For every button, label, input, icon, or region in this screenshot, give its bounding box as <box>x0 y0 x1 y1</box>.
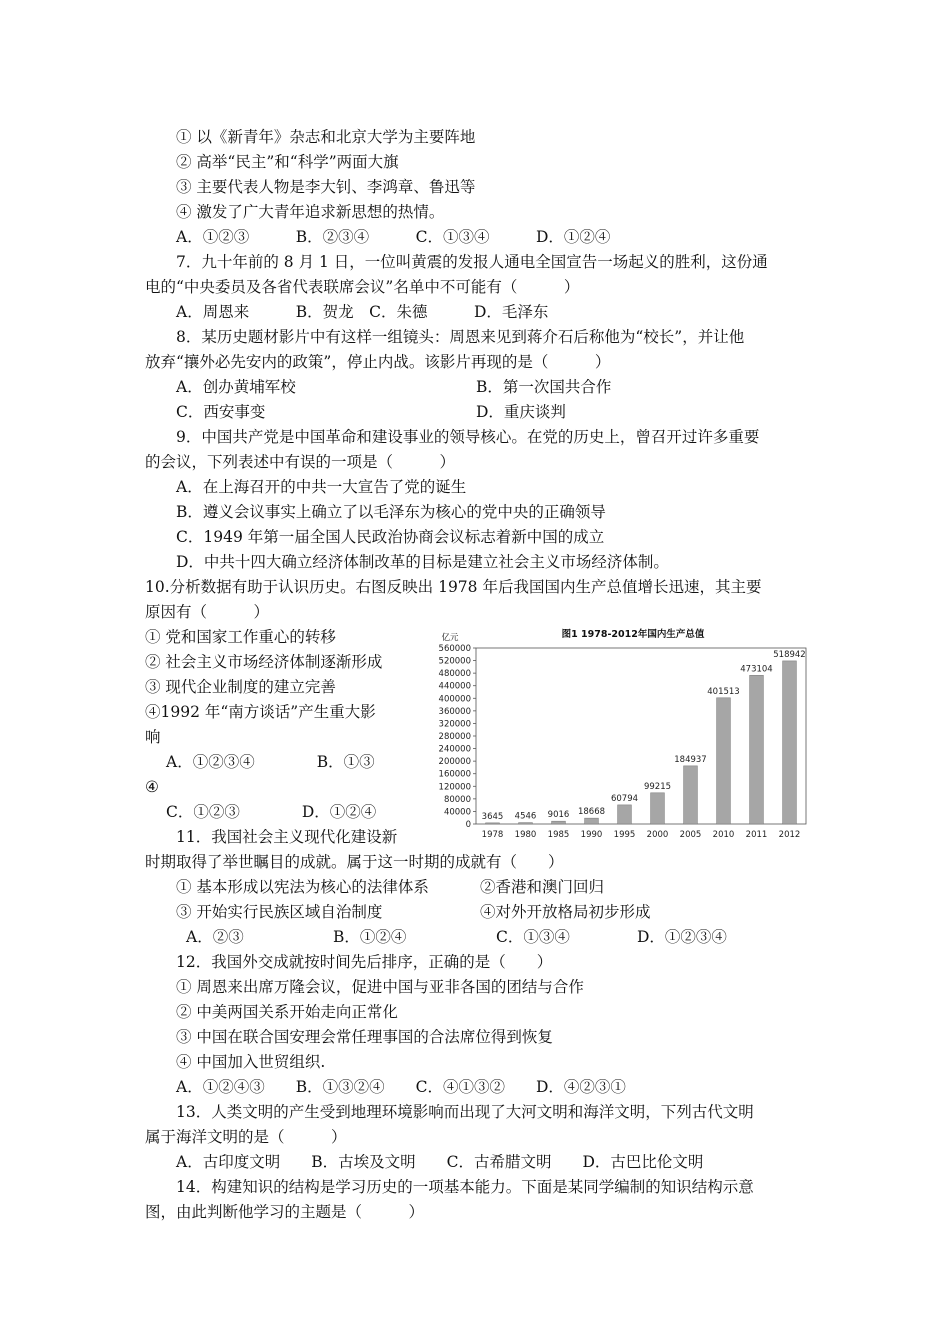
q11-option-1: ① 基本形成以宪法为核心的法律体系 <box>176 878 429 896</box>
q9-choice-d: D．中共十四大确立经济体制改革的目标是建立社会主义市场经济体制。 <box>176 553 669 571</box>
q11-choice-b: B．①②④ <box>333 928 407 946</box>
chart-plot-area <box>439 644 806 840</box>
q9-choice-b: B．遵义会议事实上确立了以毛泽东为核心的党中央的正确领导 <box>176 503 606 521</box>
q9-choice-a: A．在上海召开的中共一大宣告了党的诞生 <box>176 478 467 496</box>
x-tick-label: 1990 <box>580 830 603 840</box>
gdp-chart-svg <box>428 626 812 848</box>
chart-title: 图1 1978-2012年国内生产总值 <box>561 629 705 640</box>
q13-stem-line1: 13．人类文明的产生受到地理环境影响而出现了大河文明和海洋文明，下列古代文明 <box>176 1103 754 1121</box>
y-tick-label: 320000 <box>438 719 471 730</box>
q8-stem-line2: 放弃“攘外必先安内的政策”，停止内战。该影片再现的是（ ） <box>145 353 611 371</box>
x-tick-label: 2012 <box>778 830 801 840</box>
q12-option-3: ③ 中国在联合国安理会常任理事国的合法席位得到恢复 <box>176 1028 553 1046</box>
q14-stem-line1: 14．构建知识的结构是学习历史的一项基本能力。下面是某同学编制的知识结构示意 <box>176 1178 754 1196</box>
gdp-bar-chart <box>428 626 812 848</box>
x-tick-label: 1978 <box>481 830 504 840</box>
bar <box>618 805 632 824</box>
y-tick-label: 280000 <box>438 732 471 742</box>
q11-choice-c: C．①③④ <box>496 928 570 946</box>
q10-option-1: ① 党和国家工作重心的转移 <box>145 628 336 646</box>
q10-choices-ab-cont: ④ <box>145 778 159 796</box>
q12-option-1: ① 周恩来出席万隆会议，促进中国与亚非各国的团结与合作 <box>176 978 584 996</box>
q11-stem-line2: 时期取得了举世瞩目的成就。属于这一时期的成就有（ ） <box>145 853 564 871</box>
bar <box>783 661 797 824</box>
bar <box>684 766 698 824</box>
bar <box>717 698 731 824</box>
q7-stem-line1: 7．九十年前的 8 月 1 日，一位叫黄震的发报人通电全国宣告一场起义的胜利，这份通 <box>176 253 768 271</box>
bar <box>585 818 599 824</box>
y-tick-label: 160000 <box>438 769 471 780</box>
q11-option-2: ②香港和澳门回归 <box>480 878 605 896</box>
q12-option-4: ④ 中国加入世贸组织. <box>176 1053 326 1071</box>
bar-value-label: 473104 <box>740 664 773 675</box>
q14-stem-line2: 图，由此判断他学习的主题是（ ） <box>145 1203 425 1221</box>
bar <box>552 821 566 824</box>
q10-option-2: ② 社会主义市场经济体制逐渐形成 <box>145 653 383 671</box>
q10-option-4-cont: 响 <box>145 728 161 746</box>
q10-option-4: ④1992 年“南方谈话”产生重大影 <box>145 703 376 721</box>
y-tick-label: 560000 <box>438 644 471 654</box>
y-tick-label: 120000 <box>438 782 471 793</box>
q6-option-4: ④ 激发了广大青年追求新思想的热情。 <box>176 203 445 221</box>
chart-y-axis-unit: 亿元 <box>441 633 459 643</box>
x-tick-label: 1980 <box>514 830 537 840</box>
q12-option-2: ② 中美两国关系开始走向正常化 <box>176 1003 398 1021</box>
q11-option-3: ③ 开始实行民族区域自治制度 <box>176 903 383 921</box>
bar-value-label: 518942 <box>773 649 806 660</box>
bar-value-label: 184937 <box>674 754 707 765</box>
q10-choices-cd: C．①②③ D．①②④ <box>166 803 377 821</box>
bar <box>519 823 533 824</box>
q9-stem-line2: 的会议，下列表述中有误的一项是（ ） <box>145 453 456 471</box>
q9-choice-c: C．1949 年第一届全国人民政治协商会议标志着新中国的成立 <box>176 528 605 546</box>
x-tick-label: 2011 <box>745 830 768 840</box>
y-tick-label: 0 <box>465 820 471 830</box>
bar-value-label: 4546 <box>514 811 537 822</box>
bar-value-label: 60794 <box>610 793 639 804</box>
q6-option-1: ① 以《新青年》杂志和北京大学为主要阵地 <box>176 128 476 146</box>
q13-choices: A．古印度文明 B．古埃及文明 C．古希腊文明 D．古巴比伦文明 <box>176 1153 704 1171</box>
q8-choice-d: D．重庆谈判 <box>476 403 566 421</box>
y-tick-label: 40000 <box>443 807 471 818</box>
q10-stem-line2: 原因有（ ） <box>145 603 270 621</box>
q7-choices: A．周恩来 B．贺龙 C．朱德 D．毛泽东 <box>176 303 549 321</box>
bar-value-label: 401513 <box>707 686 740 697</box>
q12-stem: 12．我国外交成就按时间先后排序，正确的是（ ） <box>176 953 553 971</box>
q11-stem-line1: 11．我国社会主义现代化建设新 <box>176 828 398 846</box>
q8-choice-a: A．创办黄埔军校 <box>176 378 296 396</box>
y-tick-label: 200000 <box>438 757 471 768</box>
bar-value-label: 99215 <box>643 781 672 792</box>
x-tick-label: 2000 <box>646 830 669 840</box>
y-tick-label: 480000 <box>438 669 471 680</box>
y-tick-label: 400000 <box>438 694 471 705</box>
q8-choice-b: B．第一次国共合作 <box>476 378 612 396</box>
y-tick-label: 240000 <box>438 744 471 755</box>
bar <box>750 675 764 824</box>
x-tick-label: 1995 <box>613 830 636 840</box>
y-tick-label: 520000 <box>438 656 471 667</box>
q12-choices: A．①②④③ B．①③②④ C．④①③② D．④②③① <box>176 1078 626 1096</box>
q13-stem-line2: 属于海洋文明的是（ ） <box>145 1128 347 1146</box>
q7-stem-line2: 电的“中央委员及各省代表联席会议”名单中不可能有（ ） <box>145 278 580 296</box>
q6-option-2: ② 高举“民主”和“科学”两面大旗 <box>176 153 399 171</box>
y-tick-label: 80000 <box>443 794 471 805</box>
bar-value-label: 9016 <box>547 810 570 821</box>
q9-stem-line1: 9．中国共产党是中国革命和建设事业的领导核心。在党的历史上，曾召开过许多重要 <box>176 428 760 446</box>
q11-choice-a: A．②③ <box>186 928 244 946</box>
bar-value-label: 3645 <box>481 811 504 822</box>
x-tick-label: 2010 <box>712 830 735 840</box>
q10-choices-ab: A．①②③④ B．①③ <box>166 753 375 771</box>
q11-option-4: ④对外开放格局初步形成 <box>480 903 651 921</box>
q10-option-3: ③ 现代企业制度的建立完善 <box>145 678 336 696</box>
q8-choice-c: C．西安事变 <box>176 403 266 421</box>
y-tick-label: 360000 <box>438 706 471 717</box>
y-tick-label: 440000 <box>438 681 471 692</box>
q6-option-3: ③ 主要代表人物是李大钊、李鸿章、鲁迅等 <box>176 178 476 196</box>
bar <box>651 793 665 824</box>
q6-choices: A．①②③ B．②③④ C．①③④ D．①②④ <box>176 228 611 246</box>
bar-value-label: 18668 <box>577 807 606 818</box>
bar <box>486 823 500 824</box>
q8-stem-line1: 8．某历史题材影片中有这样一组镜头：周恩来见到蒋介石后称他为“校长”，并让他 <box>176 328 745 346</box>
q11-choice-d: D．①②③④ <box>637 928 727 946</box>
x-tick-label: 1985 <box>547 830 570 840</box>
x-tick-label: 2005 <box>679 830 702 840</box>
q10-stem-line1: 10.分析数据有助于认识历史。右图反映出 1978 年后我国国内生产总值增长迅速，其主要 <box>145 578 762 596</box>
